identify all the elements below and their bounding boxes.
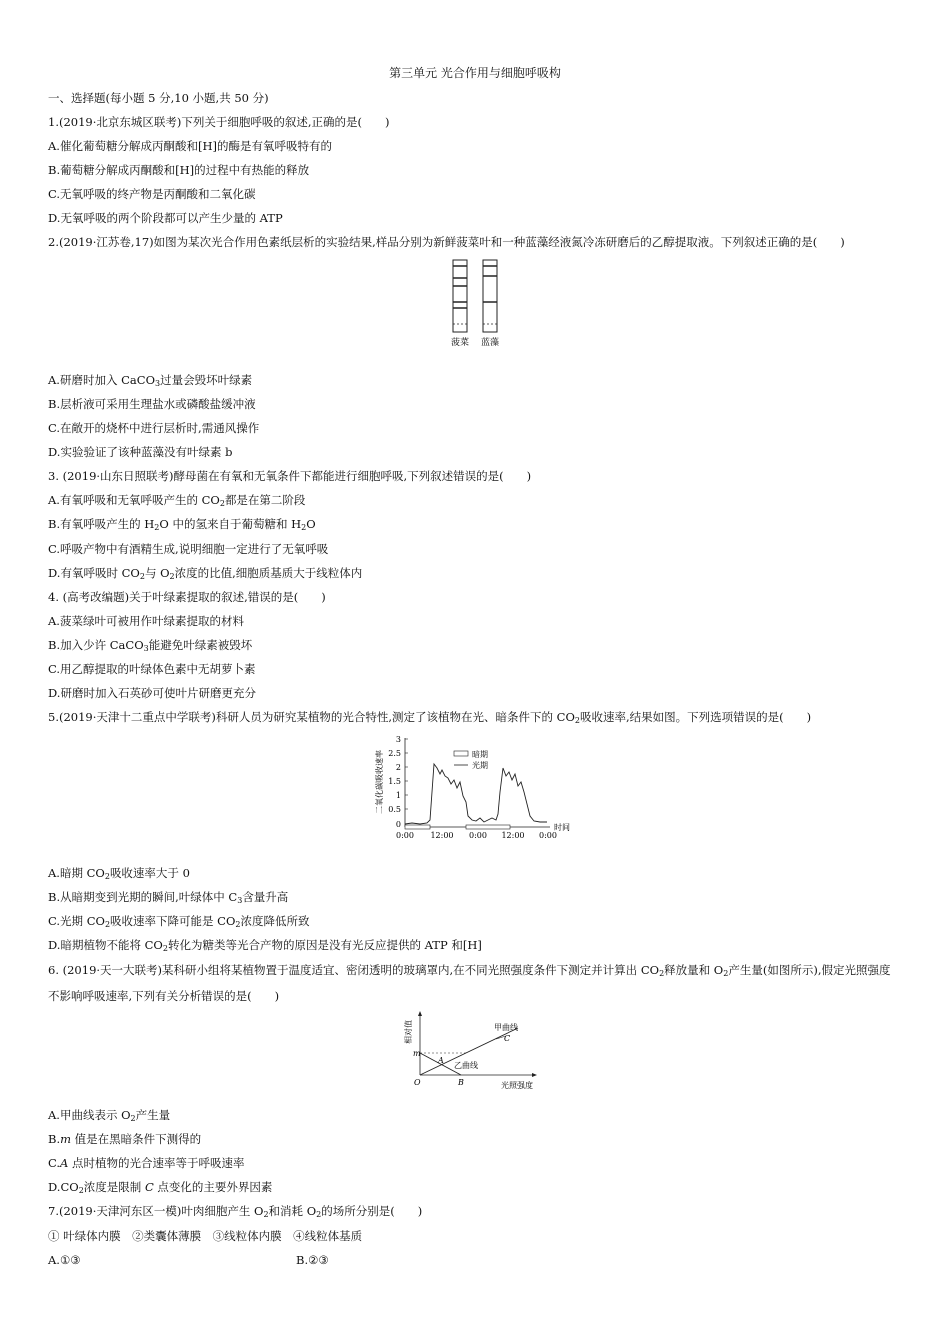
dark-period-bar bbox=[466, 825, 510, 829]
point-a-label: A bbox=[438, 1056, 444, 1065]
legend-light-label: 光期 bbox=[472, 761, 488, 770]
q4-option-d: D.研磨时加入石英砂可使叶片研磨更充分 bbox=[48, 686, 256, 700]
m-label: m bbox=[413, 1049, 421, 1058]
dark-period-bar bbox=[405, 825, 430, 829]
q3-option-a: A.有氧呼吸和无氧呼吸产生的 $CO_2$都是在第二阶段 bbox=[48, 493, 306, 508]
q1-stem: 1.(2019·北京东城区联考)下列关于细胞呼吸的叙述,正确的是( ) bbox=[48, 115, 390, 129]
q5-ytick: 2.5 bbox=[388, 749, 401, 758]
q2-chromatography-figure bbox=[444, 256, 514, 352]
q6-ylabel: 相对值 bbox=[404, 1020, 413, 1044]
q4-option-c: C.用乙醇提取的叶绿体色素中无胡萝卜素 bbox=[48, 662, 256, 676]
curve-jia-label: 甲曲线 bbox=[494, 1023, 518, 1032]
q6-option-d: $D.CO_2$浓度是限制 C 点变化的主要外界因素 bbox=[48, 1180, 273, 1195]
q5-ytick: 3 bbox=[395, 735, 401, 744]
q7-items: ① 叶绿体内膜 ②类囊体薄膜 ③线粒体内膜 ④线粒体基质 bbox=[48, 1229, 363, 1243]
q3-option-b: B.有氧呼吸产生的 $H_2O$ 中的氢来自于葡萄糖和 $H_2O$ bbox=[48, 517, 316, 532]
q5-ylabel: 二氧化碳吸收速率 bbox=[375, 750, 384, 814]
q2-option-a: A.研磨时加入 CaCO$_3$过量会毁坏叶绿素 bbox=[48, 373, 253, 388]
section-heading: 一、选择题(每小题 5 分,10 小题,共 50 分) bbox=[48, 91, 269, 105]
q5-xtick: 12:00 bbox=[430, 831, 454, 840]
legend-dark-label: 暗期 bbox=[472, 750, 488, 759]
q5-stem: 5.(2019·天津十二重点中学联考)科研人员为研究某植物的光合特性,测定了该植物在光、暗条件下的 $CO_2$吸收速率,结果如图。下列选项错误的是( ) bbox=[48, 710, 812, 725]
q4-option-b: B.加入少许 CaCO$_3$能避免叶绿素被毁坏 bbox=[48, 638, 253, 653]
q6-light-intensity-figure bbox=[406, 1010, 546, 1094]
q5-xtick: 12:00 bbox=[501, 831, 525, 840]
spinach-strip bbox=[453, 260, 467, 332]
q2-stem: 2.(2019·江苏卷,17)如图为某次光合作用色素纸层析的实验结果,样品分别为新鲜菠菜叶和一种蓝藻经液氮冷冻研磨后的乙醇提取液。下列叙述正确的是( ) bbox=[48, 235, 845, 249]
q7-option-a: A.①③ bbox=[48, 1253, 81, 1267]
q3-option-d: D.有氧呼吸时 $CO_2$与 $O_2$浓度的比值,细胞质基质大于线粒体内 bbox=[48, 566, 363, 581]
q5-ytick: 0 bbox=[395, 820, 401, 829]
q6-option-b: B.m 值是在黑暗条件下测得的 bbox=[48, 1132, 202, 1146]
q5-xtick: 0:00 bbox=[539, 831, 557, 840]
co2-absorption-curve bbox=[405, 764, 547, 824]
q5-ytick: 1.5 bbox=[388, 777, 401, 786]
q5-ytick: 0.5 bbox=[388, 805, 401, 814]
cyanobacteria-label: 蓝藻 bbox=[480, 338, 500, 348]
q5-ytick: 2 bbox=[395, 763, 401, 772]
q7-option-b: B.②③ bbox=[296, 1253, 329, 1267]
q1-option-d: D.无氧呼吸的两个阶段都可以产生少量的 ATP bbox=[48, 211, 283, 225]
q5-option-c: C.光期 $CO_2$吸收速率下降可能是 $CO_2$浓度降低所致 bbox=[48, 914, 310, 929]
q4-option-a: A.菠菜绿叶可被用作叶绿素提取的材料 bbox=[48, 614, 244, 628]
point-b-label: B bbox=[458, 1078, 464, 1087]
q1-option-b: B.葡萄糖分解成丙酮酸和[H]的过程中有热能的释放 bbox=[48, 163, 310, 177]
q5-option-b: B.从暗期变到光期的瞬间,叶绿体中 $C_3$含量升高 bbox=[48, 890, 289, 905]
q2-option-c: C.在敞开的烧杯中进行层析时,需通风操作 bbox=[48, 421, 260, 435]
q4-stem: 4. (高考改编题)关于叶绿素提取的叙述,错误的是( ) bbox=[48, 590, 326, 604]
q5-xtick: 0:00 bbox=[396, 831, 414, 840]
curve-yi-label: 乙曲线 bbox=[454, 1061, 478, 1070]
cyanobacteria-strip bbox=[483, 260, 497, 332]
q3-stem: 3. (2019·山东日照联考)酵母菌在有氧和无氧条件下都能进行细胞呼吸,下列叙述错误的是( ) bbox=[48, 469, 532, 483]
origin-label: O bbox=[414, 1078, 421, 1087]
q2-option-b: B.层析液可采用生理盐水或磷酸盐缓冲液 bbox=[48, 397, 256, 411]
q6-option-a: A.甲曲线表示 $O_2$产生量 bbox=[48, 1108, 171, 1123]
q5-option-d: D.暗期植物不能将 $CO_2$转化为糖类等光合产物的原因是没有光反应提供的 ATP 和[H] bbox=[48, 938, 482, 953]
q1-option-c: C.无氧呼吸的终产物是丙酮酸和二氧化碳 bbox=[48, 187, 256, 201]
q2-option-d: D.实验验证了该种蓝藻没有叶绿素 b bbox=[48, 445, 233, 459]
q6-stem-line1: 6. (2019·天一大联考)某科研小组将某植物置于温度适宜、密闭透明的玻璃罩内,在不同光照强度条件下测定并计算出 $CO_2$释放量和 $O_2$产生量(如图所示),假定光照强度 bbox=[48, 963, 891, 978]
page-title: 第三单元 光合作用与细胞呼吸构 bbox=[389, 66, 561, 80]
legend-dark-swatch bbox=[454, 751, 468, 756]
point-c-label: C bbox=[504, 1034, 511, 1043]
q5-co2-absorption-chart bbox=[372, 732, 582, 844]
q1-option-a: A.催化葡萄糖分解成丙酮酸和[H]的酶是有氧呼吸特有的 bbox=[48, 139, 332, 153]
q5-xlabel: 时间 bbox=[554, 823, 570, 832]
q5-ytick: 1 bbox=[395, 791, 401, 800]
q6-stem-line2: 不影响呼吸速率,下列有关分析错误的是( ) bbox=[48, 989, 280, 1003]
q6-xlabel: 光照强度 bbox=[501, 1081, 533, 1090]
q5-xtick: 0:00 bbox=[469, 831, 487, 840]
spinach-label: 菠菜 bbox=[450, 338, 470, 348]
q3-option-c: C.呼吸产物中有酒精生成,说明细胞一定进行了无氧呼吸 bbox=[48, 542, 329, 556]
q7-stem: 7.(2019·天津河东区一模)叶肉细胞产生 $O_2$和消耗 $O_2$的场所分别是( ) bbox=[48, 1204, 423, 1219]
q6-option-c: C.A 点时植物的光合速率等于呼吸速率 bbox=[48, 1156, 245, 1170]
q5-option-a: A.暗期 $CO_2$吸收速率大于 0 bbox=[48, 866, 190, 881]
